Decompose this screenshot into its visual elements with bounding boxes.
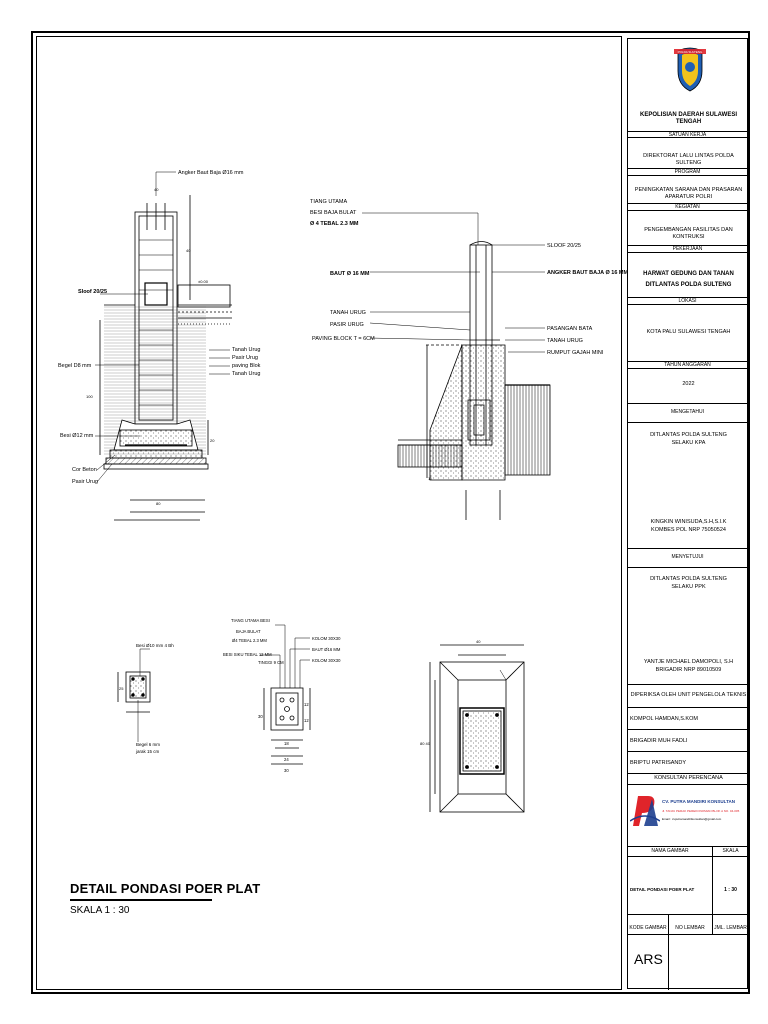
sign2-rank: BRIGADIR NRP 89010509 xyxy=(655,667,722,673)
label-plate-tinggi: TINGGI 9 CM xyxy=(258,660,284,665)
label-baut: BAUT Ø 16 MM xyxy=(330,271,370,277)
nama-gambar-value: DETAIL PONDASI POER PLAT xyxy=(630,887,695,892)
program-value: PENINGKATAN SARANA DAN PRASARAN APARATUR POLRI xyxy=(634,187,743,200)
label-tanah-urug-1: Tanah Urug xyxy=(232,347,261,353)
label-angker-baut: Angker Baut Baja Ø16 mm xyxy=(178,170,244,176)
drawing-scale: SKALA 1 : 30 xyxy=(70,905,130,916)
kode-gambar-label: KODE GAMBAR xyxy=(629,925,667,931)
label-tanah-urug-right-2: TANAH URUG xyxy=(547,338,583,344)
dim-foot: 20 xyxy=(210,438,215,443)
dim-plate-2: 24 xyxy=(284,757,289,762)
dim-plate-5: 12 xyxy=(304,718,309,723)
label-rumput: RUMPUT GAJAH MINI xyxy=(547,350,604,356)
menyetujui-label: MENYETUJUI xyxy=(671,554,704,560)
nama-gambar-label: NAMA GAMBAR xyxy=(651,848,689,854)
label-plate-tiang: TIANG UTAMA BESI xyxy=(231,618,270,623)
sign2-name: YANTJE MICHAEL DAMOPOLI, S.H xyxy=(643,659,734,665)
org-name: KEPOLISIAN DAERAH SULAWESI TENGAH xyxy=(639,112,737,125)
kegiatan-label: KEGIATAN xyxy=(675,204,700,210)
section-detail-left xyxy=(100,195,232,520)
title-block xyxy=(627,38,748,989)
label-pasir-urug: Pasir Urug xyxy=(72,479,98,485)
label-besi-baja-bulat: BESI BAJA BULAT xyxy=(310,210,357,216)
label-begel: Begel D8 mm xyxy=(58,363,92,369)
no-lembar-label: NO LEMBAR xyxy=(675,925,705,931)
satuan-value: DIREKTORAT LALU LINTAS POLDA SULTENG xyxy=(643,153,734,166)
dim-plan-top: 40 xyxy=(476,639,481,644)
mengetahui-2: SELAKU KPA xyxy=(671,440,706,446)
satuan-label: SATUAN KERJA xyxy=(668,132,707,138)
konsultan-address: Jl. TANJU PERAK PEREKONOMIAN BLOK A NO. 04-005 xyxy=(662,809,740,813)
dim-plate-4: 12 xyxy=(304,702,309,707)
column-section xyxy=(118,649,150,742)
pemeriksa-3: BRIPTU PATRISANDY xyxy=(630,760,687,766)
label-sloof-right: SLOOF 20/25 xyxy=(547,243,581,249)
label-begel-col: Begel 6 mm xyxy=(136,742,161,747)
lokasi-value: KOTA PALU SULAWESI TENGAH xyxy=(646,329,731,335)
mengetahui-label: MENGETAHUI xyxy=(671,409,704,415)
title-underline xyxy=(70,899,212,901)
label-paving-right: PAVING BLOCK T = 6CM xyxy=(312,336,375,342)
pemeriksa-2: BRIGADIR MUH FADLI xyxy=(630,738,688,744)
label-besi: Besi Ø12 mm xyxy=(60,433,94,439)
label-plate-siku: BESI SIKU TEBAL 12 MM xyxy=(223,652,272,657)
dim-plate-1: 18 xyxy=(284,741,289,746)
dim-plate-3: 30 xyxy=(284,768,289,773)
dim-width: 80 xyxy=(156,501,161,506)
sign1-rank: KOMBES POL NRP 75050524 xyxy=(651,527,726,533)
dim-top: 40 xyxy=(154,187,159,192)
label-tebal: Ø 4 TEBAL 2.3 MM xyxy=(310,221,359,227)
lokasi-label: LOKASI xyxy=(678,298,697,304)
tahun-label: TAHUN ANGGARAN xyxy=(664,362,711,368)
label-cor-beton: Cor Beton xyxy=(72,467,97,473)
pekerjaan-1: HARWAT GEDUNG DAN TANAN xyxy=(643,271,734,277)
label-paving: paving Blok xyxy=(232,363,261,369)
dim-side: 40 xyxy=(186,248,191,253)
consultant-logo-icon xyxy=(630,791,660,831)
skala-value: 1 : 30 xyxy=(724,887,737,893)
label-besi-col: Besi Ø10 mm 4 Bh xyxy=(136,643,174,648)
section-right-leaders xyxy=(362,213,545,352)
dim-right: 11 xyxy=(428,476,433,481)
label-jarak-col: jarak 15 cm xyxy=(136,749,160,754)
konsultan-email: Email : cvputramandirikonsultan@gmail.com xyxy=(662,817,722,821)
dim-col: 25 xyxy=(119,686,124,691)
label-sloof: Sloof 20/25 xyxy=(78,289,108,295)
dim-plan-side: 80 40 xyxy=(420,741,431,746)
label-tanah-urug-right: TANAH URUG xyxy=(330,310,366,316)
tahun-value: 2022 xyxy=(682,381,695,387)
label-plate-kolom2: KOLOM 30X30 xyxy=(312,658,341,663)
logo-text: POLDA SULTENG xyxy=(677,50,703,54)
konsultan-label: KONSULTAN PERENCANA xyxy=(654,775,723,781)
pekerjaan-2: DITLANTAS POLDA SULTENG xyxy=(645,282,732,288)
column-section-text xyxy=(119,643,174,754)
label-tanah-urug-2: Tanah Urug xyxy=(232,371,261,377)
label-angker-right: ANGKER BAUT BAJA Ø 16 MM xyxy=(547,270,629,276)
dim-plate-0: 30 xyxy=(258,714,263,719)
program-label: PROGRAM xyxy=(674,169,701,175)
jml-lembar-label: JML. LEMBAR xyxy=(714,925,747,931)
kegiatan-value: PENGEMBANGAN FASILITAS DAN KONTRUKSI xyxy=(644,227,733,240)
label-plate-kolom1: KOLOM 30X30 xyxy=(312,636,341,641)
label-tiang-utama: TIANG UTAMA xyxy=(310,199,348,205)
police-logo-icon xyxy=(670,45,710,95)
menyetujui-1: DITLANTAS POLDA SULTENG xyxy=(650,576,727,582)
plan-view xyxy=(430,645,524,812)
pemeriksa-1: KOMPOL HAMDAN,S.KOM xyxy=(630,716,698,722)
dim-level: ±0.00 xyxy=(198,279,208,284)
label-pasir-urug-right: PASIR URUG xyxy=(330,322,364,328)
mengetahui-1: DITLANTAS POLDA SULTENG xyxy=(650,432,727,438)
label-pasir-urug-1: Pasir Urug xyxy=(232,355,258,361)
label-pasangan-bata: PASANGAN BATA xyxy=(547,326,593,332)
kode-gambar-value: ARS xyxy=(634,951,663,967)
diperiksa-label: DIPERIKSA OLEH UNIT PENGELOLA TEKNIS xyxy=(630,692,747,698)
section-detail-right xyxy=(398,242,550,521)
label-plate-tebal: Ø4 TEBAL 2.3 MM xyxy=(232,638,267,643)
label-plate-baut: BAUT Ø16 MM xyxy=(312,647,341,652)
drawing-title: DETAIL PONDASI POER PLAT xyxy=(70,881,261,896)
konsultan-name: CV. PUTRA MANDIRI KONSULTAN xyxy=(662,799,735,804)
sign1-name: KINGKIN WINISUDA,S.H,S.I.K xyxy=(650,519,727,525)
menyetujui-2: SELAKU PPK xyxy=(671,584,706,590)
dim-height: 100 xyxy=(86,394,93,399)
skala-label: SKALA xyxy=(722,848,739,854)
row-satuan xyxy=(628,131,747,150)
label-plate-besi: BAJA BULAT xyxy=(236,629,261,634)
base-plate-text xyxy=(223,618,341,773)
pekerjaan-label: PEKERJAAN xyxy=(672,246,703,252)
